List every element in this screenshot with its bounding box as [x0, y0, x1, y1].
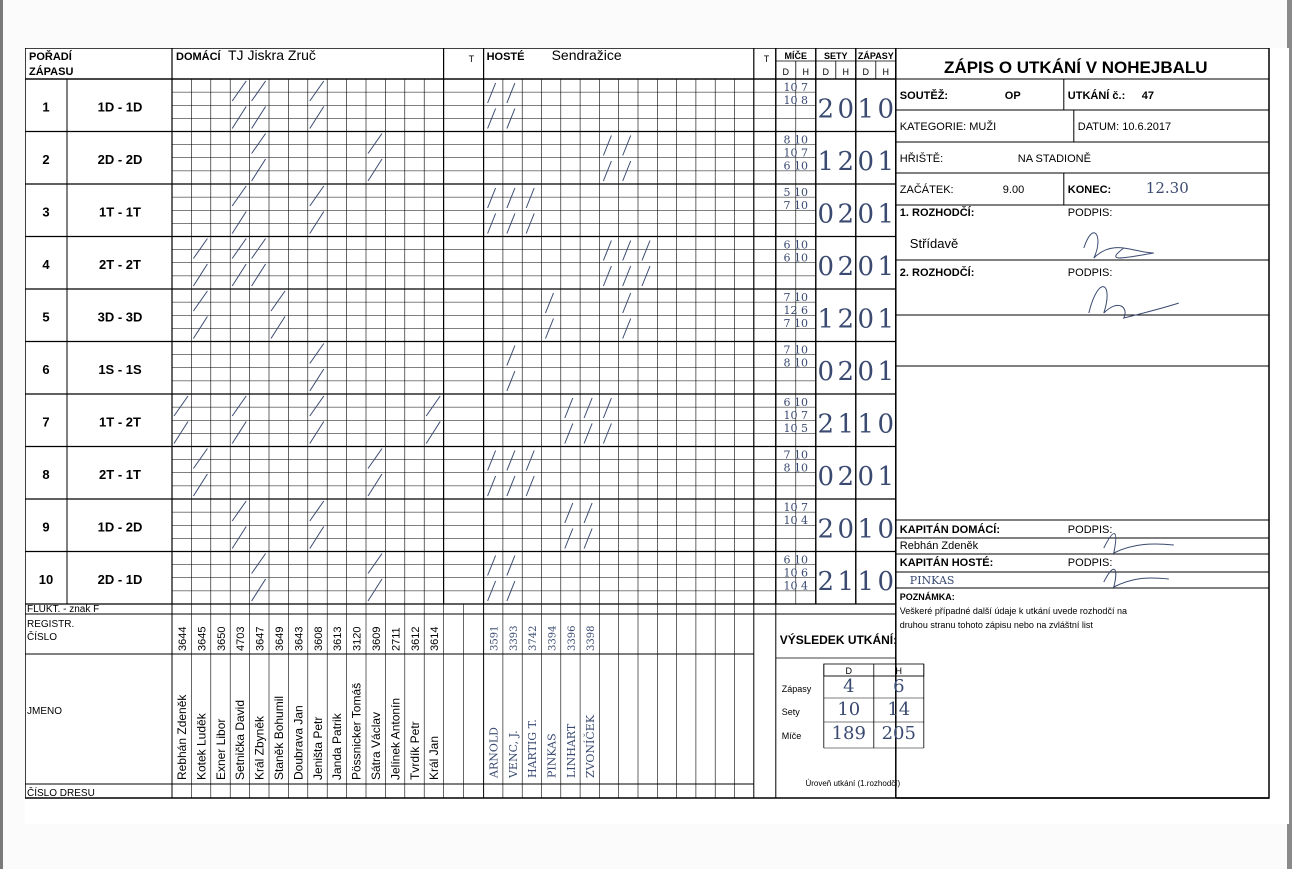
balls-score: 10 7: [783, 146, 809, 160]
balls-score: 10 7: [783, 81, 809, 94]
cislo-label: ČÍSLO: [27, 632, 58, 643]
podpis-label-1: PODPIS:: [1067, 207, 1113, 219]
home-player-name: Exner Libor: [213, 718, 228, 780]
match-type: 2T - 2T: [99, 256, 141, 272]
match-type: 1T - 1T: [99, 204, 141, 220]
h-label: H: [842, 67, 850, 77]
match-guest: 1: [877, 304, 895, 335]
match-number: 6: [42, 361, 50, 377]
match-guest: 1: [877, 199, 895, 230]
home-player-name: Sátra Václav: [369, 711, 383, 780]
result-h-label: H: [895, 666, 903, 676]
balls-score: 6 10: [783, 396, 809, 409]
guest-player-name: ZVONÍČEK: [584, 714, 598, 778]
soutez-label: SOUTĚŽ:: [899, 90, 949, 102]
home-player-name: Jeništa Petr: [310, 716, 325, 780]
home-t-label: T: [468, 54, 475, 64]
result-sety-label: Sety: [781, 707, 800, 717]
rozhodci1-value: Střídavě: [909, 236, 959, 251]
kapitan-domaci-label: KAPITÁN DOMÁCÍ:: [899, 524, 1001, 536]
balls-score: 10 8: [783, 94, 809, 107]
result-zapasy-label: Zápasy: [781, 684, 812, 694]
match-guest: 0: [877, 514, 895, 545]
home-player-name: Král Zbyněk: [252, 715, 267, 780]
d-label: D: [782, 67, 790, 77]
match-type: 1S - 1S: [98, 361, 142, 377]
cislo-dresu-label: ČÍSLO DRESU: [27, 788, 95, 799]
sets-guest: 2: [837, 146, 855, 177]
balls-score: 10 6: [783, 566, 809, 580]
poznamka-label: POZNÁMKA:: [899, 592, 955, 602]
home-player-name: Setnička David: [233, 699, 248, 780]
zacatek-value: 9.00: [1002, 184, 1025, 196]
match-guest: 0: [877, 566, 895, 597]
result-title: VÝSLEDEK UTKÁNÍ:: [779, 633, 898, 647]
balls-score: 7 10: [783, 291, 809, 304]
guest-team-name: Sendražice: [551, 48, 622, 63]
match-home: 1: [857, 94, 875, 125]
match-record-sheet: [25, 48, 1289, 824]
match-number: 5: [42, 309, 50, 325]
match-type: 2D - 1D: [97, 571, 143, 587]
sets-home: 1: [817, 146, 835, 177]
balls-score: 5 10: [783, 186, 809, 199]
match-type: 1D - 1D: [97, 99, 143, 115]
zacatek-label: ZAČÁTEK:: [899, 184, 954, 196]
balls-score: 6 10: [783, 553, 809, 567]
result-mice-home: 189: [831, 723, 866, 744]
home-player-reg: 2711: [390, 627, 403, 651]
guest-label: HOSTÉ: [486, 51, 525, 63]
balls-score: 8 10: [783, 461, 809, 475]
home-team-name: TJ Jiskra Zruč: [228, 48, 316, 63]
home-player-reg: 3650: [215, 626, 228, 651]
guest-player-name: HARTIG T.: [526, 719, 540, 778]
guest-player-reg: 3393: [508, 625, 520, 651]
flukt-label: FLUKT. - znak F: [27, 604, 100, 615]
sets-home: 0: [817, 356, 835, 387]
match-home: 1: [857, 409, 875, 440]
left-page-edge: [0, 0, 3, 869]
balls-score: 7 10: [783, 199, 809, 212]
sets-guest: 2: [837, 356, 855, 387]
match-type: 3D - 3D: [97, 309, 143, 325]
rozhodci2-label: 2. ROZHODČÍ:: [899, 267, 975, 279]
podpis-label-2: PODPIS:: [1067, 267, 1113, 279]
match-type: 2T - 1T: [99, 466, 141, 482]
guest-player-reg: 3591: [489, 625, 501, 651]
balls-score: 8 10: [783, 133, 809, 147]
result-sety-guest: 14: [887, 699, 911, 720]
home-player-reg: 4703: [235, 626, 248, 651]
home-player-name: Staněk Bohumil: [272, 695, 286, 780]
jmeno-label: JMENO: [27, 706, 62, 717]
home-player-name: Pössnicker Tomáš: [349, 682, 364, 780]
match-guest: 1: [877, 146, 895, 177]
guest-player-reg: 3398: [586, 625, 598, 651]
match-guest: 1: [877, 356, 895, 387]
konec-value: 12.30: [1145, 179, 1189, 197]
match-number: 3: [42, 204, 50, 220]
utkani-label: UTKÁNÍ č.:: [1067, 90, 1126, 102]
match-home: 0: [857, 251, 875, 282]
guest-t-label: T: [763, 54, 770, 64]
hriste-value: NA STADIONĚ: [1017, 153, 1091, 165]
home-player-reg: 3649: [274, 626, 286, 651]
match-home: 0: [857, 356, 875, 387]
podpis-label-3: PODPIS:: [1067, 524, 1113, 536]
sets-guest: 2: [837, 251, 855, 282]
utkani-value: 47: [1141, 90, 1155, 102]
kapitan-hoste-value: PINKAS: [909, 574, 955, 587]
home-player-reg: 3613: [332, 626, 345, 651]
registr-label: REGISTR.: [27, 619, 75, 630]
guest-player-name: PINKAS: [545, 733, 559, 778]
balls-score: 7 10: [783, 317, 809, 330]
balls-score: 10 5: [783, 422, 809, 435]
match-home: 0: [857, 199, 875, 230]
result-zapasy-guest: 6: [893, 676, 905, 697]
sets-home: 0: [817, 461, 835, 492]
sets-home: 1: [817, 304, 835, 335]
guest-player-name: ARNOLD: [487, 727, 501, 778]
match-guest: 0: [877, 94, 895, 125]
home-player-reg: 3608: [312, 626, 325, 651]
match-home: 0: [857, 304, 875, 335]
order-label-2: ZÁPASU: [29, 66, 74, 78]
balls-score: 10 4: [783, 514, 809, 527]
guest-player-reg: 3742: [528, 625, 540, 651]
poznamka-line-1: Veškeré případné další údaje k utkání uvede rozhodčí na: [899, 606, 1127, 616]
match-type: 1T - 2T: [99, 414, 141, 430]
h-label: H: [802, 67, 810, 77]
match-home: 1: [857, 514, 875, 545]
result-zapasy-home: 4: [843, 676, 855, 697]
poznamka-line-2: druhou stranu tohoto zápisu nebo na zvláštní list: [899, 620, 1093, 630]
balls-score: 10 4: [783, 579, 809, 593]
balls-score: 10 7: [783, 409, 809, 422]
result-mice-label: Míče: [781, 731, 802, 741]
home-player-reg: 3609: [371, 626, 383, 651]
guest-player-reg: 3396: [566, 625, 578, 651]
home-player-name: Janda Patrik: [330, 713, 345, 780]
d-label: D: [862, 67, 870, 77]
match-type: 2D - 2D: [97, 151, 143, 167]
kategorie: KATEGORIE: MUŽI: [899, 121, 997, 133]
match-number: 7: [42, 414, 50, 430]
result-sety-home: 10: [837, 699, 861, 720]
sets-guest: 2: [837, 199, 855, 230]
match-type: 1D - 2D: [97, 519, 143, 535]
podpis-label-4: PODPIS:: [1067, 557, 1113, 569]
soutez-value: OP: [1004, 90, 1021, 102]
hriste-label: HŘIŠTĚ:: [899, 153, 944, 165]
match-home: 0: [857, 146, 875, 177]
balls-score: 10 7: [783, 501, 809, 514]
sets-home: 2: [817, 566, 835, 597]
match-guest: 0: [877, 409, 895, 440]
home-player-name: Doubrava Jan: [291, 705, 306, 780]
sets-home: 0: [817, 251, 835, 282]
balls-score: 7 10: [783, 343, 809, 357]
sets-guest: 2: [837, 461, 855, 492]
match-number: 2: [42, 151, 50, 167]
sets-home: 2: [817, 94, 835, 125]
sets-guest: 0: [837, 94, 855, 125]
sets-home: 0: [817, 199, 835, 230]
guest-player-reg: 3394: [547, 625, 559, 651]
match-home: 1: [857, 566, 875, 597]
home-player-reg: 3614: [429, 626, 442, 651]
datum: DATUM: 10.6.2017: [1077, 121, 1172, 133]
balls-score: 12 6: [783, 304, 809, 317]
sets-guest: 2: [837, 304, 855, 335]
home-player-name: Rebhán Zdeněk: [175, 694, 189, 780]
match-number: 8: [42, 466, 50, 482]
guest-player-name: LINHART: [564, 723, 578, 778]
balls-score: 6 10: [783, 251, 809, 265]
match-number: 4: [42, 256, 50, 272]
home-player-reg: 3645: [196, 626, 209, 651]
sets-guest: 1: [837, 566, 855, 597]
match-number: 1: [42, 99, 50, 115]
home-label: DOMÁCÍ: [176, 51, 221, 63]
balls-label: MÍČE: [784, 51, 808, 61]
match-guest: 1: [877, 251, 895, 282]
match-guest: 1: [877, 461, 895, 492]
sheet-grid: [25, 48, 1289, 824]
home-player-name: Kotek Luděk: [194, 713, 209, 780]
order-label: POŘADÍ: [29, 51, 72, 63]
sets-home: 2: [817, 514, 835, 545]
home-player-reg: 3644: [177, 626, 189, 651]
guest-player-name: VENC, J.: [506, 730, 520, 778]
balls-score: 6 10: [783, 238, 809, 252]
sets-label: SETY: [824, 51, 848, 61]
matches-label: ZÁPASY: [857, 51, 894, 61]
kapitan-domaci-value: Rebhán Zdeněk: [899, 540, 979, 552]
match-number: 10: [38, 571, 54, 587]
balls-score: 8 10: [783, 356, 809, 370]
h-label: H: [882, 67, 890, 77]
balls-score: 6 10: [783, 159, 809, 173]
home-player-reg: 3647: [254, 626, 267, 651]
kapitan-hoste-label: KAPITÁN HOSTÉ:: [899, 557, 994, 569]
level-label: Úroveň utkání (1.rozhodčí): [805, 779, 901, 788]
d-label: D: [822, 67, 830, 77]
balls-score: 7 10: [783, 448, 809, 462]
konec-label: KONEC:: [1067, 184, 1112, 196]
home-player-reg: 3643: [293, 626, 306, 651]
home-player-reg: 3612: [409, 626, 422, 651]
sheet-title: ZÁPIS O UTKÁNÍ V NOHEJBALU: [944, 58, 1208, 77]
match-home: 0: [857, 461, 875, 492]
sets-home: 2: [817, 409, 835, 440]
home-player-reg: 3120: [351, 626, 364, 651]
sets-guest: 0: [837, 514, 855, 545]
result-mice-guest: 205: [881, 723, 916, 744]
home-player-name: Král Jan: [427, 735, 442, 780]
home-player-name: Tvrdík Petr: [407, 721, 422, 780]
match-number: 9: [42, 519, 50, 535]
sets-guest: 1: [837, 409, 855, 440]
result-d-label: D: [845, 666, 853, 676]
home-player-name: Jelínek Antonín: [388, 697, 403, 780]
rozhodci1-label: 1. ROZHODČÍ:: [899, 207, 975, 219]
